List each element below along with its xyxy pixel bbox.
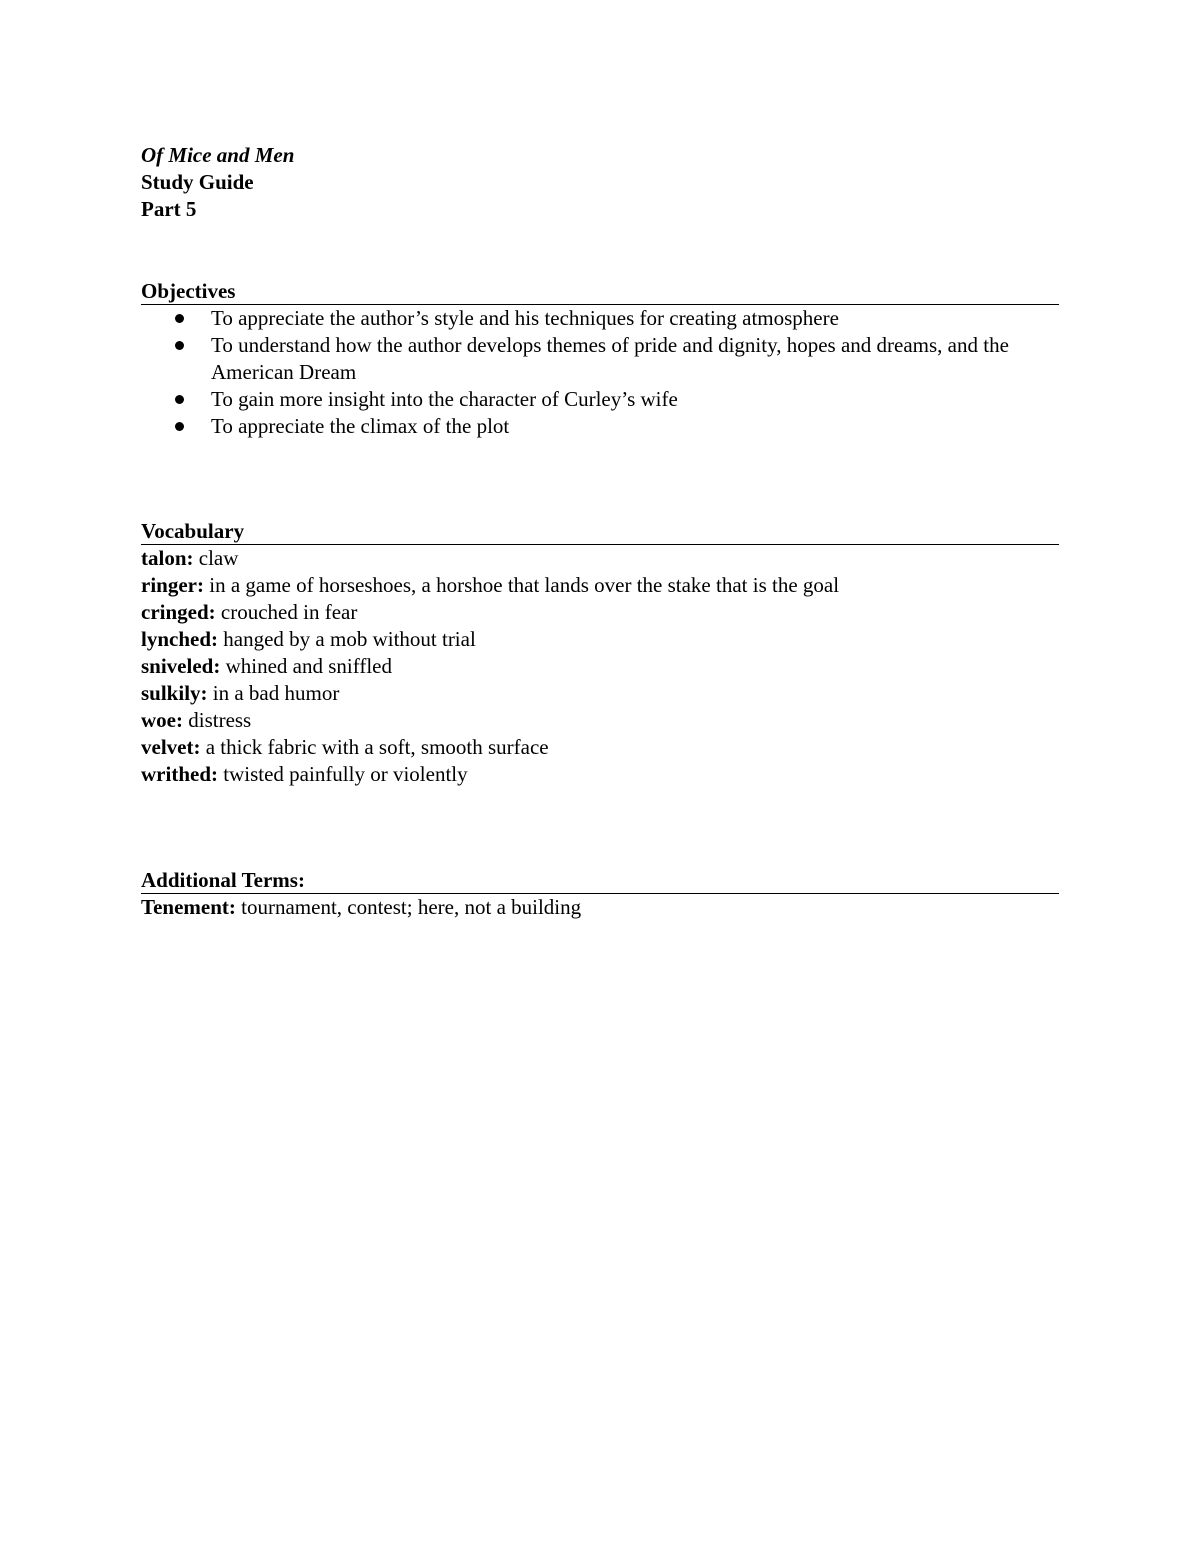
vocabulary-term: woe: (141, 708, 183, 732)
vocabulary-term: sulkily: (141, 681, 208, 705)
vocabulary-definition: hanged by a mob without trial (218, 627, 476, 651)
vocabulary-term: sniveled: (141, 654, 221, 678)
vocabulary-term: ringer: (141, 573, 204, 597)
vocabulary-definition: crouched in fear (215, 600, 358, 624)
objectives-heading: Objectives (141, 278, 1059, 305)
vocabulary-definition: in a bad humor (207, 681, 340, 705)
objective-item (141, 332, 1059, 386)
vocabulary-definition: distress (182, 708, 252, 732)
bullet-icon (175, 395, 184, 404)
vocabulary-term: talon: (141, 546, 194, 570)
document-part: Part 5 (141, 197, 197, 221)
objective-text: To appreciate the author’s style and his techniques for creating atmosphere (211, 306, 839, 330)
additional-term-definition: tournament, contest; here, not a building (235, 895, 582, 919)
objectives-section (141, 278, 1059, 440)
vocabulary-entry (141, 626, 1059, 653)
vocabulary-definition: a thick fabric with a soft, smooth surface (200, 735, 549, 759)
bullet-icon (175, 341, 184, 350)
bullet-icon (175, 422, 184, 431)
vocabulary-definition: in a game of horseshoes, a horshoe that lands over the stake that is the goal (203, 573, 840, 597)
objective-item (141, 386, 1059, 413)
vocabulary-term: cringed: (141, 600, 216, 624)
bullet-icon (175, 314, 184, 323)
additional-terms-section (141, 867, 1059, 921)
vocabulary-definition: claw (193, 546, 239, 570)
vocabulary-entry (141, 734, 1059, 761)
additional-term: Tenement: (141, 895, 236, 919)
vocabulary-term: velvet: (141, 735, 201, 759)
objective-text: To understand how the author develops themes of pride and dignity, hopes and dreams, and the American Dream (211, 333, 1009, 384)
document-subtitle: Study Guide (141, 170, 254, 194)
vocabulary-entry (141, 653, 1059, 680)
additional-term-entry (141, 894, 1059, 921)
document-page (141, 142, 1059, 921)
document-title: Of Mice and Men (141, 143, 295, 167)
vocabulary-definition: whined and sniffled (220, 654, 393, 678)
title-block (141, 142, 1059, 223)
objectives-list (141, 305, 1059, 440)
objective-item (141, 305, 1059, 332)
vocabulary-entry (141, 599, 1059, 626)
vocabulary-entry (141, 761, 1059, 788)
vocabulary-definition: twisted painfully or violently (218, 762, 468, 786)
vocabulary-term: writhed: (141, 762, 218, 786)
vocabulary-heading: Vocabulary (141, 518, 1059, 545)
objective-text: To appreciate the climax of the plot (211, 414, 510, 438)
additional-terms-heading: Additional Terms: (141, 867, 1059, 894)
vocabulary-entry (141, 545, 1059, 572)
vocabulary-term: lynched: (141, 627, 219, 651)
vocabulary-entry (141, 680, 1059, 707)
objective-item (141, 413, 1059, 440)
vocabulary-entry (141, 572, 1059, 599)
vocabulary-section (141, 518, 1059, 788)
vocabulary-entry (141, 707, 1059, 734)
objective-text: To gain more insight into the character of Curley’s wife (211, 387, 678, 411)
